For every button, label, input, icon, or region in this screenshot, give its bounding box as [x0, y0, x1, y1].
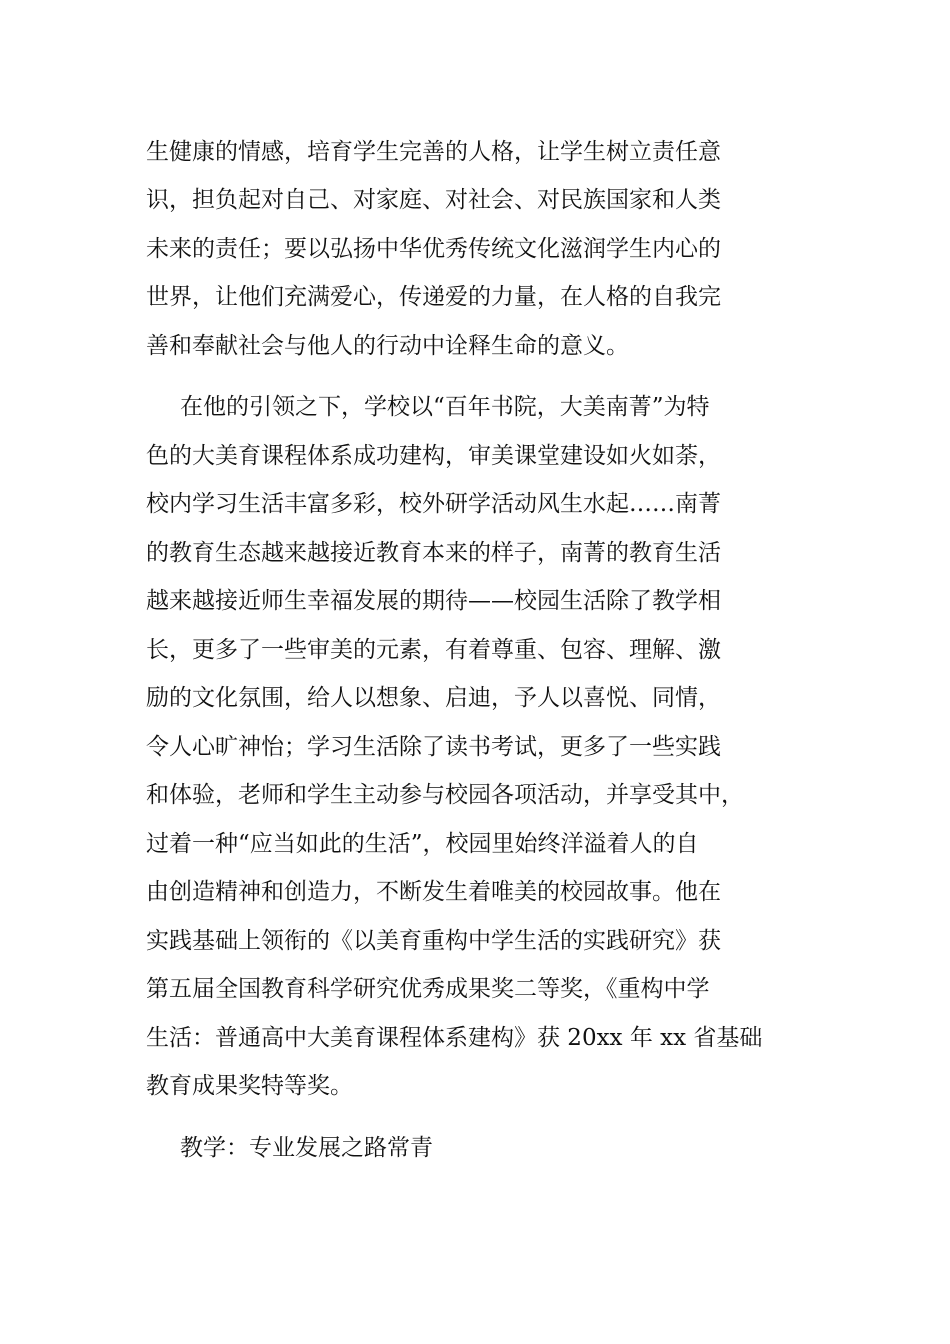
paragraph-2-line: 色的大美育课程体系成功建构，审美课堂建设如火如荼， — [146, 443, 721, 469]
paragraph-2-line: 第五届全国教育科学研究优秀成果奖二等奖，《重构中学 — [146, 976, 710, 1002]
paragraph-1-line: 识，担负起对自己、对家庭、对社会、对民族国家和人类 — [146, 187, 721, 213]
paragraph-1-line: 世界，让他们充满爱心，传递爱的力量，在人格的自我完 — [146, 284, 721, 310]
paragraph-2-line: 校内学习生活丰富多彩，校外研学活动风生水起……南菁 — [146, 491, 721, 517]
paragraph-2-line: 令人心旷神怡；学习生活除了读书考试，更多了一些实践 — [146, 734, 721, 760]
paragraph-2-line: 实践基础上领衔的《以美育重构中学生活的实践研究》获 — [146, 928, 721, 954]
paragraph-1-line: 善和奉献社会与他人的行动中诠释生命的意义。 — [146, 333, 629, 359]
paragraph-2-line: 过着一种“应当如此的生活”，校园里始终洋溢着人的自 — [146, 831, 699, 857]
paragraph-2-line: 生活：普通高中大美育课程体系建构》获 20xx 年 xx 省基础 — [146, 1025, 763, 1051]
paragraph-1-line: 生健康的情感，培育学生完善的人格，让学生树立责任意 — [146, 139, 721, 165]
paragraph-1-line: 未来的责任；要以弘扬中华优秀传统文化滋润学生内心的 — [146, 236, 721, 262]
paragraph-2-line: 越来越接近师生幸福发展的期待——校园生活除了教学相 — [146, 588, 721, 614]
paragraph-2-line: 教育成果奖特等奖。 — [146, 1073, 353, 1099]
section-heading: 教学：专业发展之路常青 — [180, 1135, 433, 1161]
paragraph-2-line: 长，更多了一些审美的元素，有着尊重、包容、理解、激 — [146, 637, 721, 663]
paragraph-2-line: 和体验，老师和学生主动参与校园各项活动，并享受其中， — [146, 782, 744, 808]
paragraph-2-line: 由创造精神和创造力，不断发生着唯美的校园故事。他在 — [146, 879, 721, 905]
paragraph-2-line: 励的文化氛围，给人以想象、启迪，予人以喜悦、同情， — [146, 685, 721, 711]
paragraph-2-line: 的教育生态越来越接近教育本来的样子，南菁的教育生活 — [146, 540, 721, 566]
paragraph-2-line: 在他的引领之下，学校以“百年书院，大美南菁”为特 — [180, 394, 710, 420]
